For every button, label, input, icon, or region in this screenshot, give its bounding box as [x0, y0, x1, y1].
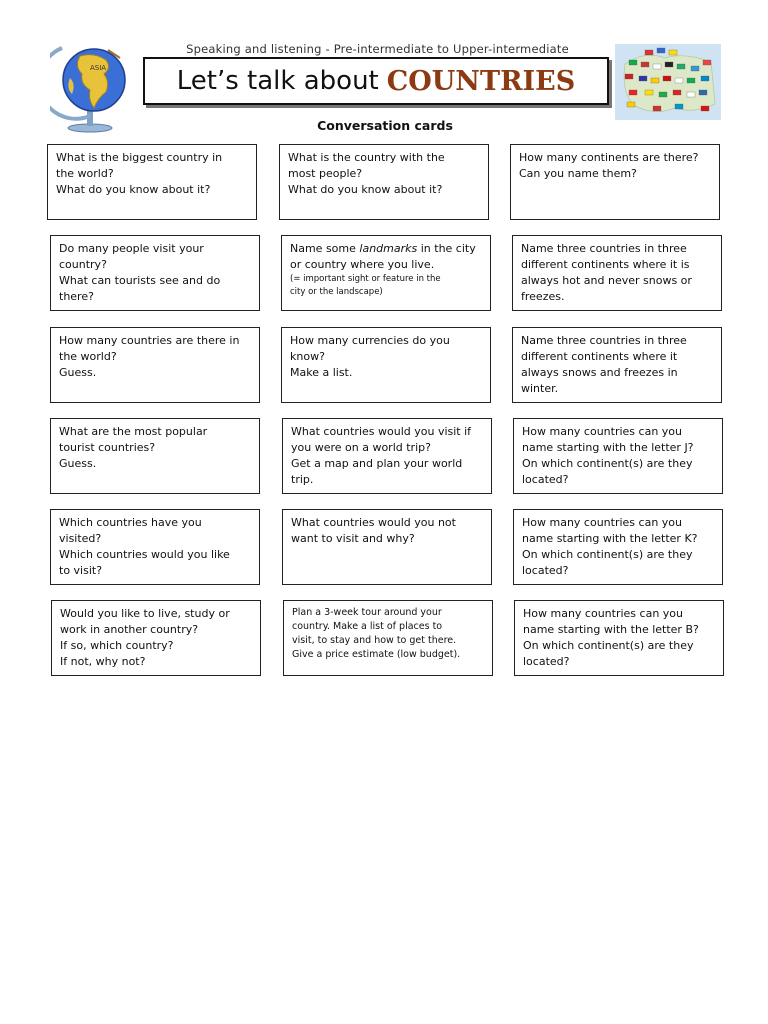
card-line: If not, why not?	[60, 655, 146, 668]
card-line: Make a list.	[290, 366, 353, 379]
card-line: name starting with the letter K?	[522, 532, 698, 545]
title-highlight: COUNTRIES	[386, 65, 576, 97]
card-line: Would you like to live, study or	[60, 607, 230, 620]
card-text: Name some	[290, 242, 360, 255]
conversation-card	[282, 418, 492, 494]
card-line: What countries would you visit if	[291, 425, 472, 438]
card-line: Get a map and plan your world	[291, 457, 463, 470]
conversation-card	[512, 327, 722, 403]
card-line: What can tourists see and do	[59, 274, 221, 287]
card-line: work in another country?	[60, 623, 199, 636]
card-text: in the city	[417, 242, 476, 255]
card-line: the world?	[59, 350, 117, 363]
conversation-card	[510, 144, 720, 220]
title-prefix: Let’s talk about	[176, 66, 379, 96]
card-line: country?	[59, 258, 107, 271]
card-line: name starting with the letter J?	[522, 441, 694, 454]
conversation-card	[51, 600, 261, 676]
card-line: Which countries have you	[59, 516, 202, 529]
card-line: always snows and freezes in	[521, 366, 678, 379]
conversation-card	[50, 235, 260, 311]
card-line: there?	[59, 290, 94, 303]
conversation-card	[513, 418, 723, 494]
card-line: What do you know about it?	[56, 183, 211, 196]
card-line: What countries would you not	[291, 516, 456, 529]
card-line: Plan a 3-week tour around your	[292, 607, 442, 618]
conversation-card	[513, 509, 723, 585]
card-note: city or the landscape)	[290, 287, 383, 297]
conversation-card	[514, 600, 724, 676]
card-line: How many countries can you	[523, 607, 684, 620]
card-line: Guess.	[59, 366, 97, 379]
card-line: How many countries can you	[522, 516, 683, 529]
card-line: to visit?	[59, 564, 103, 577]
card-line: want to visit and why?	[291, 532, 415, 545]
card-line: know?	[290, 350, 325, 363]
card-line: Name three countries in three	[521, 242, 687, 255]
svg-text:ASIA: ASIA	[90, 64, 107, 72]
section-heading: Conversation cards	[317, 118, 453, 133]
card-line: If so, which country?	[60, 639, 174, 652]
card-line: Guess.	[59, 457, 97, 470]
card-line: Can you name them?	[519, 167, 637, 180]
card-line: How many countries are there in	[59, 334, 240, 347]
conversation-card	[283, 600, 493, 676]
card-line: freezes.	[521, 290, 565, 303]
conversation-card	[50, 509, 260, 585]
card-line: Which countries would you like	[59, 548, 230, 561]
card-line: On which continent(s) are they	[523, 639, 694, 652]
card-line	[290, 241, 482, 257]
card-line: How many countries can you	[522, 425, 683, 438]
card-text-italic: landmarks	[359, 242, 418, 255]
card-line: located?	[522, 473, 569, 486]
card-line: always hot and never snows or	[521, 274, 692, 287]
card-line: Give a price estimate (low budget).	[292, 649, 461, 660]
card-line: What is the country with the	[288, 151, 445, 164]
conversation-card	[47, 144, 257, 220]
card-line: What do you know about it?	[288, 183, 443, 196]
card-line: visit, to stay and how to get there.	[292, 635, 457, 646]
card-line: different continents where it is	[521, 258, 690, 271]
card-line: or country where you live.	[290, 258, 435, 271]
card-line: How many continents are there?	[519, 151, 699, 164]
card-note: (= important sight or feature in the	[290, 274, 441, 284]
document-subtitle: Speaking and listening - Pre-intermediate to Upper-intermediate	[186, 42, 569, 56]
card-line: you were on a world trip?	[291, 441, 431, 454]
card-line: What is the biggest country in	[56, 151, 223, 164]
conversation-card	[281, 235, 491, 311]
flags-map-icon	[615, 44, 721, 120]
conversation-card	[282, 509, 492, 585]
title-box	[143, 57, 609, 105]
conversation-card	[281, 327, 491, 403]
card-line: tourist countries?	[59, 441, 156, 454]
conversation-card	[512, 235, 722, 311]
card-line: winter.	[521, 382, 559, 395]
card-line: located?	[523, 655, 570, 668]
card-line: Name three countries in three	[521, 334, 687, 347]
card-line: name starting with the letter B?	[523, 623, 699, 636]
card-line: trip.	[291, 473, 314, 486]
card-line: different continents where it	[521, 350, 678, 363]
card-line: visited?	[59, 532, 102, 545]
conversation-card	[50, 327, 260, 403]
card-line: How many currencies do you	[290, 334, 450, 347]
globe-icon	[50, 38, 130, 134]
card-line: country. Make a list of places to	[292, 621, 443, 632]
card-line: most people?	[288, 167, 363, 180]
card-line: Do many people visit your	[59, 242, 204, 255]
card-line: On which continent(s) are they	[522, 548, 693, 561]
card-line: located?	[522, 564, 569, 577]
card-line: What are the most popular	[59, 425, 208, 438]
conversation-card	[279, 144, 489, 220]
card-line: On which continent(s) are they	[522, 457, 693, 470]
conversation-card	[50, 418, 260, 494]
card-line: the world?	[56, 167, 114, 180]
